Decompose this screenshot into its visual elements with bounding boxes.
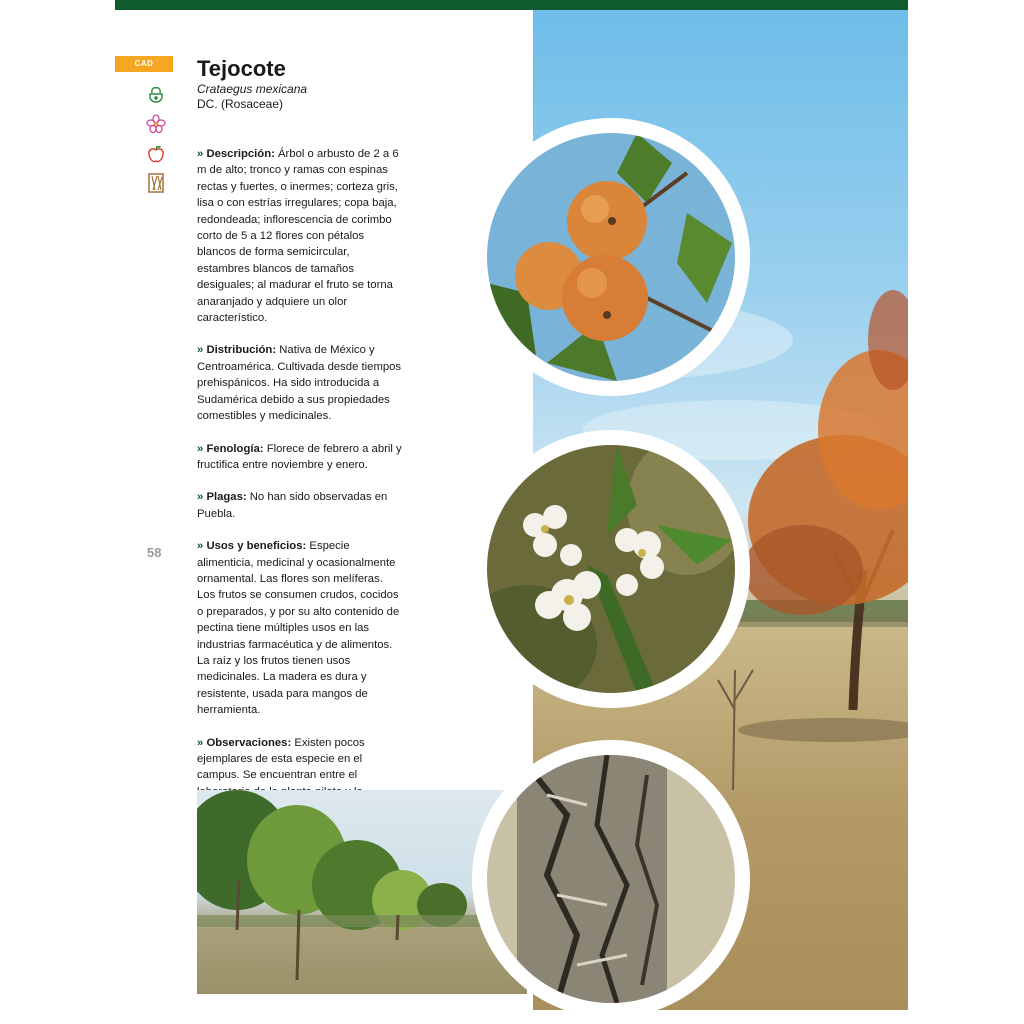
section-text: Especie alimenticia, medicinal y ocasionalmente ornamental. Las flores son melíferas. Los frutos se consumen crudos, cocidos o preparados, y por su alto contenido de pectina tiene múltiples usos en las industrias farmacéutica y de alimentos. La raíz y los frutos tienen usos medicinales. La madera es dura y resistente, usada para mangos de herramienta. [197,540,400,717]
section-descripcion [197,146,402,326]
category-tag: CAD [115,56,173,72]
bark-closeup-photo [472,740,750,1018]
bullet-arrow-icon: » [197,736,204,749]
section-plagas [197,489,402,522]
flowers-closeup-photo [472,430,750,708]
bullet-arrow-icon: » [197,442,204,455]
section-label: Observaciones: [206,736,292,749]
bullet-arrow-icon: » [197,491,204,504]
fruit-icon [146,144,166,164]
bullet-arrow-icon: » [197,148,204,160]
section-fenologia [197,441,402,474]
bullet-arrow-icon: » [197,344,204,357]
species-authority: DC. (Rosaceae) [197,97,284,111]
section-label: Plagas: [206,491,247,504]
section-label: Descripción: [206,148,275,160]
section-text: Nativa de México y Centroamérica. Cultivada desde tiempos prehispánicos. Ha sido introducida a Sudamérica debido a sus propiedades comestibles y medicinales. [197,344,402,423]
species-common-name: Tejocote [197,56,286,81]
top-green-bar [115,0,908,10]
section-text: Árbol o arbusto de 2 a 6 m de alto; tronco y ramas con espinas rectas y fuertes, o inermes; corteza gris, lisa o con estrías irregulares; copa baja, redondeada; inflorescencia de corimbo corto de 5 a 12 flores con pétalos blancos de forma semicircular, estambres blancos de tamaños desiguales; al madurar el fruto se torna anaranjado y adquiere un olor característico. [197,148,399,325]
page-number: 58 [147,545,162,560]
bullet-arrow-icon: » [197,540,204,553]
section-distribucion [197,342,402,424]
section-text: Existen pocos ejemplares de esta especie en el campus. Se encuentran entre el [197,736,365,782]
section-label: Distribución: [206,344,277,357]
section-label: Usos y beneficios: [206,540,307,553]
section-text: Florece de febrero a abril y fructifica entre noviembre y enero. [197,442,402,471]
section-text: No han sido observadas en Puebla. [197,491,388,520]
medicinal-plant-icon [146,85,166,105]
flower-icon [146,114,166,134]
species-scientific-name: Crataegus mexicana [197,82,308,96]
wood-icon [146,173,166,193]
fruit-closeup-photo [472,118,750,396]
section-label: Fenología: [206,442,264,455]
section-usos [197,538,402,718]
species-description [197,146,402,849]
